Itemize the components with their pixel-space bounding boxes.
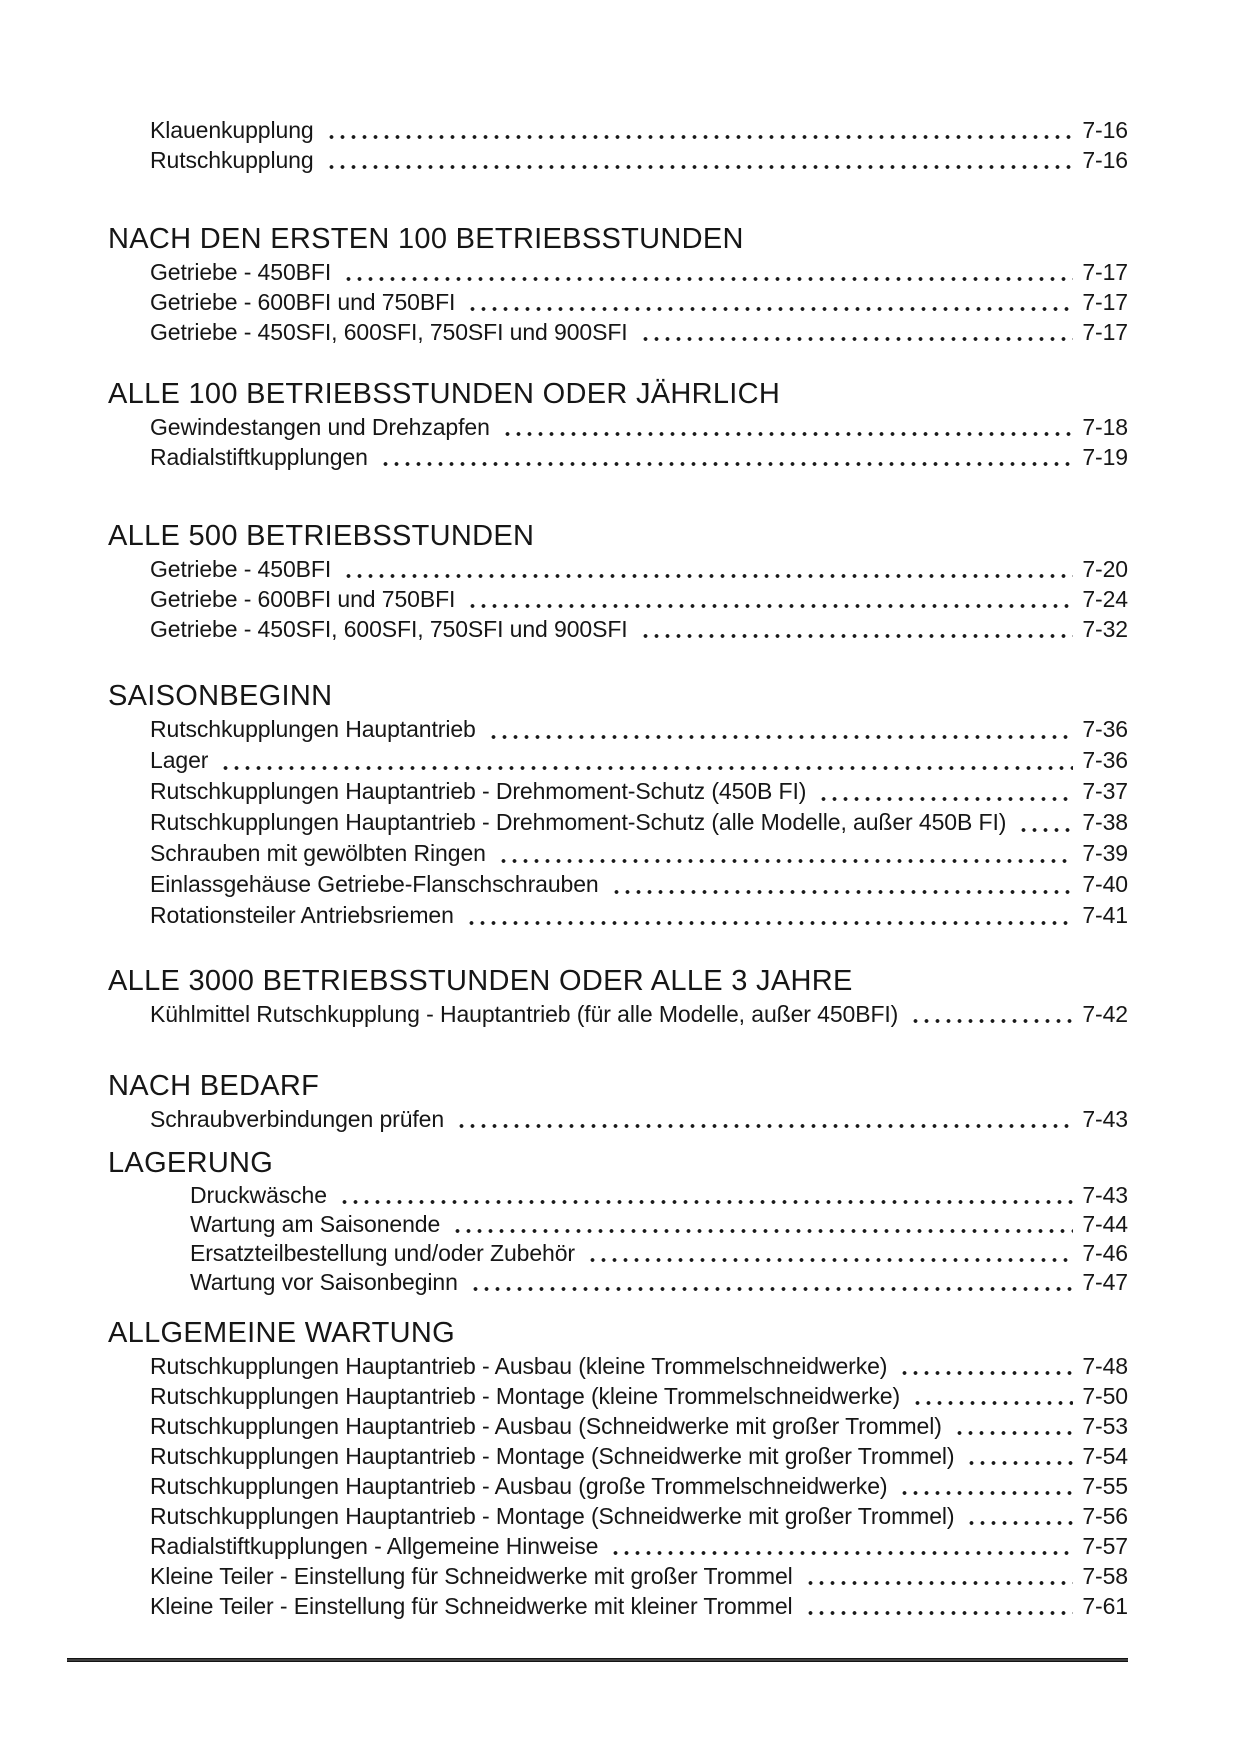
dot-leader bbox=[607, 1531, 1073, 1561]
toc-entry-label: Rutschkupplungen Hauptantrieb - Drehmoment-Schutz (alle Modelle, außer 450B FI) bbox=[150, 809, 1007, 835]
toc-entry-label: Getriebe - 600BFI und 750BFI bbox=[150, 586, 456, 612]
toc-entry bbox=[150, 145, 1128, 175]
toc-entry-label: Klauenkupplung bbox=[150, 117, 314, 143]
toc-entry-label: Lager bbox=[150, 747, 209, 773]
toc-section bbox=[108, 1029, 1128, 1134]
toc-entry-page-number: 7-39 bbox=[1082, 840, 1128, 866]
toc-entry-label: Rutschkupplungen Hauptantrieb - Montage (kleine Trommelschneidwerke) bbox=[150, 1383, 901, 1409]
dot-leader bbox=[495, 838, 1073, 869]
section-rows bbox=[108, 115, 1128, 175]
toc-entry-page-number: 7-43 bbox=[1082, 1106, 1128, 1132]
toc-entry-label: Ersatzteilbestellung und/oder Zubehör bbox=[190, 1240, 575, 1266]
toc-entry-page-number: 7-54 bbox=[1082, 1443, 1128, 1469]
toc-entry-page-number: 7-46 bbox=[1082, 1240, 1128, 1266]
section-rows bbox=[108, 554, 1128, 644]
dot-leader bbox=[637, 317, 1073, 347]
dot-leader bbox=[608, 869, 1073, 900]
dot-leader bbox=[340, 554, 1073, 584]
toc-section bbox=[108, 115, 1128, 175]
toc-entry bbox=[150, 1411, 1128, 1441]
toc-entry bbox=[150, 1531, 1128, 1561]
dot-leader bbox=[963, 1501, 1073, 1531]
toc-entry bbox=[150, 1104, 1128, 1134]
toc-entry bbox=[150, 1501, 1128, 1531]
toc-entry bbox=[150, 1381, 1128, 1411]
toc-entry-label: Rotationsteiler Antriebsriemen bbox=[150, 902, 454, 928]
table-of-contents bbox=[108, 115, 1128, 1621]
toc-entry-label: Wartung am Saisonende bbox=[190, 1211, 441, 1237]
dot-leader bbox=[464, 584, 1073, 614]
toc-entry-label: Wartung vor Saisonbeginn bbox=[190, 1269, 458, 1295]
toc-entry-page-number: 7-19 bbox=[1082, 444, 1128, 470]
section-heading: SAISONBEGINN bbox=[108, 680, 333, 712]
dot-leader bbox=[896, 1351, 1073, 1381]
toc-entry-label: Rutschkupplungen Hauptantrieb - Drehmoment-Schutz (450B FI) bbox=[150, 778, 807, 804]
section-heading: ALLE 3000 BETRIEBSSTUNDEN ODER ALLE 3 JAHRE bbox=[108, 965, 853, 997]
toc-entry-label: Kühlmittel Rutschkupplung - Hauptantrieb (für alle Modelle, außer 450BFI) bbox=[150, 1001, 899, 1027]
toc-entry bbox=[150, 412, 1128, 442]
dot-leader bbox=[907, 999, 1073, 1029]
toc-entry bbox=[150, 1591, 1128, 1621]
toc-entry-page-number: 7-58 bbox=[1082, 1563, 1128, 1589]
toc-entry bbox=[150, 776, 1128, 807]
toc-entry-page-number: 7-18 bbox=[1082, 414, 1128, 440]
toc-entry bbox=[150, 807, 1128, 838]
dot-leader bbox=[323, 145, 1073, 175]
toc-entry-label: Getriebe - 450BFI bbox=[150, 259, 332, 285]
dot-leader bbox=[336, 1181, 1073, 1210]
toc-entry bbox=[150, 442, 1128, 472]
toc-entry-page-number: 7-17 bbox=[1082, 259, 1128, 285]
toc-entry-page-number: 7-57 bbox=[1082, 1533, 1128, 1559]
toc-entry-page-number: 7-37 bbox=[1082, 778, 1128, 804]
toc-entry-page-number: 7-56 bbox=[1082, 1503, 1128, 1529]
dot-leader bbox=[464, 287, 1073, 317]
toc-entry-label: Rutschkupplungen Hauptantrieb - Ausbau (Schneidwerke mit großer Trommel) bbox=[150, 1413, 942, 1439]
toc-entry bbox=[150, 257, 1128, 287]
section-rows bbox=[108, 1181, 1128, 1297]
dot-leader bbox=[896, 1471, 1073, 1501]
toc-entry-label: Schraubverbindungen prüfen bbox=[150, 1106, 445, 1132]
toc-entry-label: Rutschkupplung bbox=[150, 147, 314, 173]
dot-leader bbox=[485, 714, 1073, 745]
toc-entry bbox=[150, 1441, 1128, 1471]
section-rows bbox=[108, 412, 1128, 472]
toc-entry-page-number: 7-42 bbox=[1082, 1001, 1128, 1027]
toc-section bbox=[108, 347, 1128, 472]
toc-entry-page-number: 7-36 bbox=[1082, 716, 1128, 742]
toc-entry-label: Radialstiftkupplungen bbox=[150, 444, 368, 470]
toc-entry-page-number: 7-53 bbox=[1082, 1413, 1128, 1439]
toc-entry-page-number: 7-32 bbox=[1082, 616, 1128, 642]
toc-section bbox=[108, 931, 1128, 1029]
toc-entry bbox=[150, 999, 1128, 1029]
toc-entry bbox=[150, 714, 1128, 745]
toc-entry bbox=[150, 614, 1128, 644]
toc-entry-label: Getriebe - 600BFI und 750BFI bbox=[150, 289, 456, 315]
section-rows bbox=[108, 714, 1128, 931]
section-heading: NACH BEDARF bbox=[108, 1070, 320, 1102]
dot-leader bbox=[963, 1441, 1073, 1471]
toc-entry-page-number: 7-47 bbox=[1082, 1269, 1128, 1295]
toc-entry bbox=[150, 745, 1128, 776]
dot-leader bbox=[217, 745, 1073, 776]
toc-entry bbox=[150, 317, 1128, 347]
toc-entry-page-number: 7-43 bbox=[1082, 1182, 1128, 1208]
dot-leader bbox=[802, 1561, 1073, 1591]
toc-entry-label: Rutschkupplungen Hauptantrieb - Montage (Schneidwerke mit großer Trommel) bbox=[150, 1503, 955, 1529]
toc-entry-page-number: 7-16 bbox=[1082, 147, 1128, 173]
dot-leader bbox=[467, 1268, 1073, 1297]
section-heading: ALLGEMEINE WARTUNG bbox=[108, 1317, 456, 1349]
dot-leader bbox=[584, 1239, 1073, 1268]
toc-entry-page-number: 7-55 bbox=[1082, 1473, 1128, 1499]
toc-entry-page-number: 7-20 bbox=[1082, 556, 1128, 582]
toc-entry bbox=[190, 1210, 1128, 1239]
dot-leader bbox=[815, 776, 1073, 807]
toc-entry-label: Getriebe - 450SFI, 600SFI, 750SFI und 900SFI bbox=[150, 616, 628, 642]
toc-entry-label: Rutschkupplungen Hauptantrieb - Ausbau (kleine Trommelschneidwerke) bbox=[150, 1353, 888, 1379]
toc-entry-label: Schrauben mit gewölbten Ringen bbox=[150, 840, 486, 866]
dot-leader bbox=[377, 442, 1073, 472]
toc-entry-page-number: 7-61 bbox=[1082, 1593, 1128, 1619]
dot-leader bbox=[802, 1591, 1073, 1621]
toc-entry-label: Rutschkupplungen Hauptantrieb bbox=[150, 716, 476, 742]
toc-entry bbox=[150, 869, 1128, 900]
toc-entry bbox=[150, 554, 1128, 584]
toc-entry-label: Druckwäsche bbox=[190, 1182, 327, 1208]
section-rows bbox=[108, 1104, 1128, 1134]
toc-entry bbox=[190, 1268, 1128, 1297]
section-heading: NACH DEN ERSTEN 100 BETRIEBSSTUNDEN bbox=[108, 223, 744, 255]
section-heading: ALLE 100 BETRIEBSSTUNDEN ODER JÄHRLICH bbox=[108, 378, 781, 410]
toc-entry-page-number: 7-36 bbox=[1082, 747, 1128, 773]
section-rows bbox=[108, 257, 1128, 347]
dot-leader bbox=[499, 412, 1073, 442]
section-heading: LAGERUNG bbox=[108, 1147, 274, 1179]
toc-section bbox=[108, 175, 1128, 347]
toc-entry-page-number: 7-17 bbox=[1082, 289, 1128, 315]
dot-leader bbox=[340, 257, 1073, 287]
toc-entry-page-number: 7-16 bbox=[1082, 117, 1128, 143]
toc-entry bbox=[150, 1561, 1128, 1591]
toc-section bbox=[108, 472, 1128, 644]
toc-entry bbox=[190, 1239, 1128, 1268]
toc-entry bbox=[150, 1351, 1128, 1381]
toc-entry-page-number: 7-48 bbox=[1082, 1353, 1128, 1379]
dot-leader bbox=[637, 614, 1073, 644]
toc-entry-label: Rutschkupplungen Hauptantrieb - Montage (Schneidwerke mit großer Trommel) bbox=[150, 1443, 955, 1469]
toc-entry-page-number: 7-38 bbox=[1082, 809, 1128, 835]
toc-entry bbox=[150, 287, 1128, 317]
toc-section bbox=[108, 644, 1128, 931]
toc-entry-label: Einlassgehäuse Getriebe-Flanschschrauben bbox=[150, 871, 599, 897]
toc-entry-page-number: 7-50 bbox=[1082, 1383, 1128, 1409]
toc-entry bbox=[150, 584, 1128, 614]
toc-entry bbox=[150, 115, 1128, 145]
section-heading: ALLE 500 BETRIEBSSTUNDEN bbox=[108, 520, 535, 552]
toc-entry bbox=[150, 838, 1128, 869]
toc-entry-page-number: 7-44 bbox=[1082, 1211, 1128, 1237]
toc-entry-page-number: 7-41 bbox=[1082, 902, 1128, 928]
section-rows bbox=[108, 1351, 1128, 1621]
dot-leader bbox=[463, 900, 1073, 931]
toc-entry bbox=[190, 1181, 1128, 1210]
toc-entry-label: Getriebe - 450BFI bbox=[150, 556, 332, 582]
toc-entry bbox=[150, 1471, 1128, 1501]
toc-section bbox=[108, 1134, 1128, 1297]
toc-entry-label: Kleine Teiler - Einstellung für Schneidwerke mit kleiner Trommel bbox=[150, 1593, 793, 1619]
footer-divider bbox=[67, 1658, 1128, 1662]
toc-entry-page-number: 7-40 bbox=[1082, 871, 1128, 897]
toc-entry bbox=[150, 900, 1128, 931]
toc-entry-page-number: 7-24 bbox=[1082, 586, 1128, 612]
toc-entry-label: Radialstiftkupplungen - Allgemeine Hinweise bbox=[150, 1533, 599, 1559]
toc-entry-label: Getriebe - 450SFI, 600SFI, 750SFI und 900SFI bbox=[150, 319, 628, 345]
dot-leader bbox=[951, 1411, 1073, 1441]
toc-entry-label: Kleine Teiler - Einstellung für Schneidwerke mit großer Trommel bbox=[150, 1563, 793, 1589]
toc-section bbox=[108, 1297, 1128, 1621]
dot-leader bbox=[909, 1381, 1073, 1411]
dot-leader bbox=[449, 1210, 1073, 1239]
dot-leader bbox=[453, 1104, 1073, 1134]
dot-leader bbox=[323, 115, 1073, 145]
toc-entry-label: Rutschkupplungen Hauptantrieb - Ausbau (große Trommelschneidwerke) bbox=[150, 1473, 888, 1499]
section-rows bbox=[108, 999, 1128, 1029]
toc-entry-page-number: 7-17 bbox=[1082, 319, 1128, 345]
toc-entry-label: Gewindestangen und Drehzapfen bbox=[150, 414, 490, 440]
dot-leader bbox=[1015, 807, 1073, 838]
